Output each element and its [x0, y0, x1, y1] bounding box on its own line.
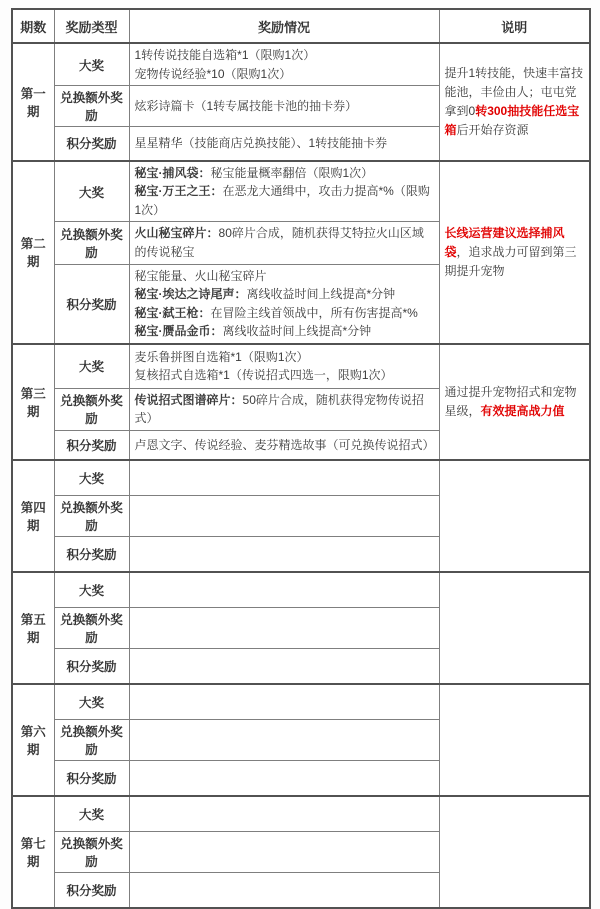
- content-line: [135, 348, 434, 367]
- note-cell: [439, 161, 590, 344]
- text-segment: 传说招式图谱碎片：: [134, 392, 243, 407]
- reward-content-cell: [129, 536, 439, 572]
- text-segment: 秘宝·捕风袋：: [134, 165, 211, 180]
- reward-content-cell: [129, 388, 439, 430]
- content-line: [135, 322, 434, 341]
- column-header-period: 期数: [12, 9, 54, 43]
- reward-type-cell: 兑换额外奖励: [54, 495, 129, 536]
- reward-type-cell: 积分奖励: [54, 430, 129, 460]
- content-line: [135, 97, 434, 116]
- text-segment: 通过提升宠物招式和宠物星级，: [444, 385, 577, 419]
- reward-type-cell: 大奖: [54, 161, 129, 222]
- period-cell: 第三期: [12, 344, 54, 460]
- content-line: [135, 182, 434, 219]
- text-segment: 秘宝能量、火山秘宝碎片: [134, 268, 267, 283]
- reward-type-cell: 兑换额外奖励: [54, 831, 129, 872]
- table-row: [12, 344, 590, 388]
- text-segment: 80碎片合成，随机获得艾特拉火山区域的传说秘宝: [134, 226, 424, 260]
- column-header-type: 奖励类型: [54, 9, 129, 43]
- text-segment: 秘宝·埃达之诗尾声：: [134, 287, 247, 302]
- text-segment: 离线收益时间上线提高*分钟: [246, 287, 396, 302]
- reward-content-cell: [129, 872, 439, 908]
- reward-type-cell: 兑换额外奖励: [54, 719, 129, 760]
- reward-type-cell: 兑换额外奖励: [54, 222, 129, 264]
- table-row: [12, 572, 590, 607]
- reward-content-cell: [129, 344, 439, 388]
- text-segment: 50碎片合成，随机获得宠物传说招式）: [134, 392, 424, 426]
- reward-type-cell: 积分奖励: [54, 127, 129, 161]
- text-segment: 炫彩诗篇卡（1转专属技能卡池的抽卡券）: [134, 98, 358, 113]
- reward-content-cell: [129, 831, 439, 872]
- content-line: [135, 65, 434, 84]
- reward-content-cell: [129, 495, 439, 536]
- note-cell: [439, 344, 590, 460]
- reward-content-cell: [129, 43, 439, 86]
- period-cell: 第五期: [12, 572, 54, 684]
- reward-type-cell: 兑换额外奖励: [54, 607, 129, 648]
- table-row: [12, 161, 590, 222]
- column-header-reward: 奖励情况: [129, 9, 439, 43]
- reward-content-cell: [129, 760, 439, 796]
- reward-content-cell: [129, 264, 439, 344]
- text-segment: 秘宝·赝品金币：: [134, 324, 223, 339]
- text-segment: 复核招式自选箱*1（传说招式四选一，限购1次）: [134, 368, 393, 383]
- reward-content-cell: [129, 796, 439, 831]
- table-row: [12, 460, 590, 495]
- content-line: [135, 224, 434, 261]
- text-segment: 秘宝·弑王枪：: [134, 305, 211, 320]
- reward-content-cell: [129, 460, 439, 495]
- reward-content-cell: [129, 719, 439, 760]
- text-segment: 提升1转技能，快速丰富技能池，丰俭由人；屯屯党拿到0: [444, 65, 584, 118]
- content-line: [135, 366, 434, 385]
- rewards-table: [11, 8, 591, 909]
- reward-content-cell: [129, 572, 439, 607]
- period-cell: 第二期: [12, 161, 54, 344]
- reward-type-cell: 大奖: [54, 572, 129, 607]
- reward-type-cell: 大奖: [54, 43, 129, 86]
- rewards-table-body: [12, 43, 590, 908]
- reward-content-cell: [129, 684, 439, 719]
- reward-content-cell: [129, 161, 439, 222]
- text-segment: 星星精华（技能商店兑换技能）、1转技能抽卡券: [134, 136, 388, 151]
- text-segment: 秘宝·万王之王：: [134, 184, 223, 199]
- period-cell: 第六期: [12, 684, 54, 796]
- reward-type-cell: 大奖: [54, 344, 129, 388]
- text-segment: 麦乐鲁拼图自选箱*1（限购1次）: [134, 349, 309, 364]
- content-line: [135, 436, 434, 455]
- reward-content-cell: [129, 222, 439, 264]
- text-segment: ，追求战力可留到第三期提升宠物: [444, 244, 577, 278]
- table-row: [12, 684, 590, 719]
- table-row: [12, 796, 590, 831]
- content-line: [135, 391, 434, 428]
- text-segment: 卢恩文字、传说经验、麦芬精选故事（可兑换传说招式）: [134, 437, 435, 452]
- reward-type-cell: 兑换额外奖励: [54, 388, 129, 430]
- note-cell: [439, 684, 590, 796]
- text-segment: 在恶龙大通缉中，攻击力提高*%（限购1次）: [134, 184, 430, 217]
- reward-content-cell: [129, 607, 439, 648]
- reward-content-cell: [129, 648, 439, 684]
- note-cell: [439, 43, 590, 161]
- reward-type-cell: 积分奖励: [54, 648, 129, 684]
- text-segment: 秘宝能量概率翻倍（限购1次）: [210, 165, 374, 180]
- text-segment: 转300抽技能任选宝箱: [444, 103, 580, 137]
- reward-content-cell: [129, 430, 439, 460]
- text-segment: 有效提高战力值: [480, 404, 565, 419]
- reward-type-cell: 大奖: [54, 796, 129, 831]
- content-line: [135, 46, 434, 65]
- note-cell: [439, 796, 590, 908]
- period-cell: 第一期: [12, 43, 54, 161]
- content-line: [135, 134, 434, 153]
- rewards-table-header: [12, 9, 590, 43]
- reward-type-cell: 大奖: [54, 460, 129, 495]
- reward-type-cell: 积分奖励: [54, 872, 129, 908]
- table-row: [12, 43, 590, 86]
- column-header-note: 说明: [439, 9, 590, 43]
- text-segment: 离线收益时间上线提高*分钟: [222, 324, 372, 339]
- reward-type-cell: 兑换额外奖励: [54, 86, 129, 127]
- text-segment: 1转传说技能自选箱*1（限购1次）: [134, 48, 316, 62]
- reward-type-cell: 大奖: [54, 684, 129, 719]
- reward-type-cell: 积分奖励: [54, 536, 129, 572]
- note-cell: [439, 460, 590, 572]
- reward-content-cell: [129, 86, 439, 127]
- content-line: [135, 304, 434, 323]
- period-cell: 第七期: [12, 796, 54, 908]
- text-segment: 宠物传说经验*10（限购1次）: [134, 66, 292, 81]
- text-segment: 火山秘宝碎片：: [134, 226, 219, 241]
- text-segment: 长线运营建议选择捕风袋: [444, 225, 565, 259]
- text-segment: 在冒险主线首领战中，所有伤害提高*%: [210, 305, 418, 320]
- reward-type-cell: 积分奖励: [54, 760, 129, 796]
- reward-type-cell: 积分奖励: [54, 264, 129, 344]
- note-cell: [439, 572, 590, 684]
- content-line: [135, 285, 434, 304]
- text-segment: 后开始存资源: [456, 122, 529, 137]
- period-cell: 第四期: [12, 460, 54, 572]
- reward-content-cell: [129, 127, 439, 161]
- content-line: [135, 164, 434, 183]
- content-line: [135, 267, 434, 286]
